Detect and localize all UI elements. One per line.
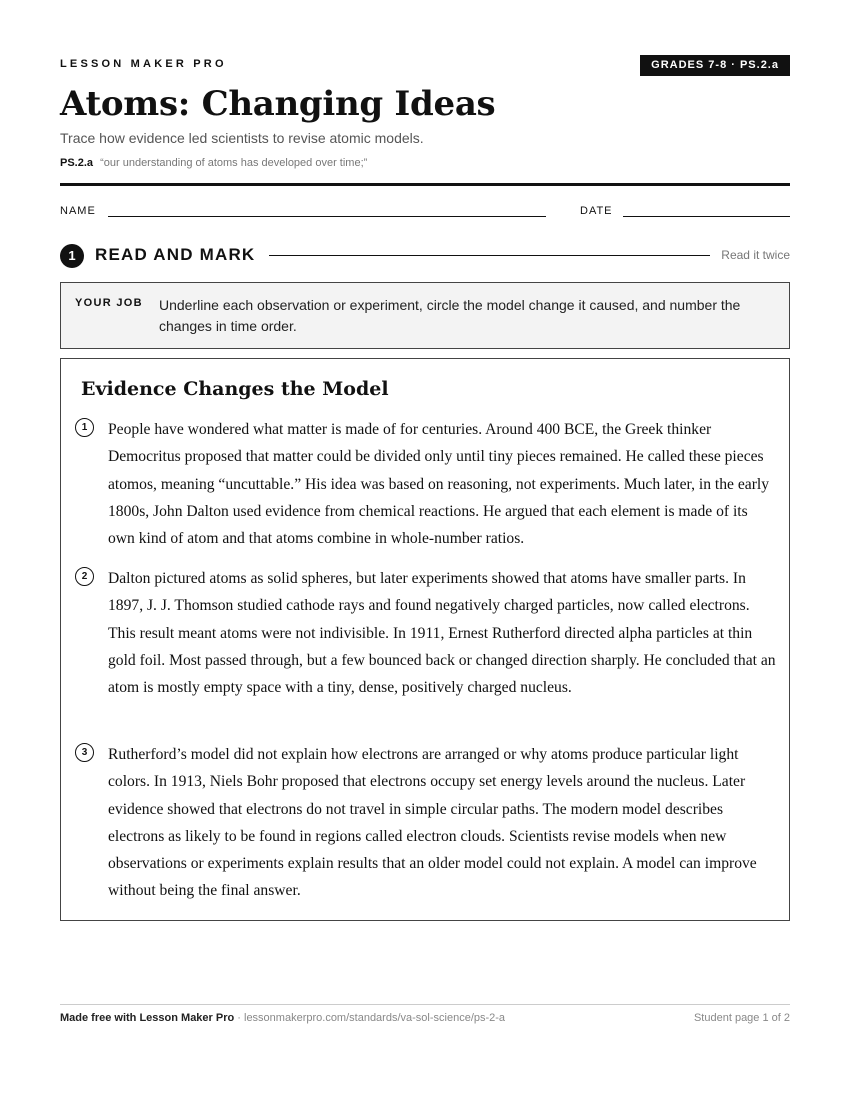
worksheet-page bbox=[60, 0, 790, 1100]
header-divider bbox=[60, 183, 790, 186]
paragraph-text: People have wondered what matter is made of for centuries. Around 400 BCE, the Greek thinker Democritus proposed that matter could be divided only until tiny pieces remained. He called these pieces atomos, meaning “uncuttable.” His idea was based on reasoning, not experiments. Much later, in the early 1800s, John Dalton used evidence from chemical reactions. He argued that each element is made of its own kind of atom and that atoms combine in whole-number ratios. bbox=[108, 421, 770, 548]
section-title: READ AND MARK bbox=[95, 245, 256, 264]
paragraph-text: Rutherford’s model did not explain how electrons are arranged or why atoms produce particular light colors. In 1913, Niels Bohr proposed that electrons occupy set energy levels around the nucleus. Later evidence showed that electrons do not travel in simple circular paths. The modern model describes electrons as likely to be found in regions called electron clouds. Scientists revise models when new observations or experiments explain results that an older model could not explain. A model can improve without being the final answer. bbox=[108, 746, 757, 900]
footer-separator: · bbox=[234, 1012, 244, 1024]
date-label: DATE bbox=[580, 205, 613, 217]
instructions-label: YOUR JOB bbox=[75, 297, 143, 309]
standard-line bbox=[60, 157, 367, 169]
date-field[interactable] bbox=[623, 216, 790, 217]
brand-name: LESSON MAKER PRO bbox=[60, 58, 227, 70]
standard-code: PS.2.a bbox=[60, 157, 94, 169]
section-divider bbox=[269, 255, 710, 256]
section-number-badge: 1 bbox=[60, 244, 84, 268]
passage-title: Evidence Changes the Model bbox=[81, 378, 389, 400]
section-header bbox=[60, 243, 790, 269]
page-subtitle: Trace how evidence led scientists to revise atomic models. bbox=[60, 130, 424, 146]
grade-badge: GRADES 7-8 · PS.2.a bbox=[640, 55, 790, 76]
paragraph-text: Dalton pictured atoms as solid spheres, but later experiments showed that atoms have smaller parts. In 1897, J. J. Thomson studied cathode rays and found negatively charged particles, now called electrons. This result meant atoms were not indivisible. In 1911, Ernest Rutherford directed alpha particles at thin gold foil. Most passed through, but a few bounced back or changed direction sharply. He concluded that an atom is mostly empty space with a tiny, dense, positively charged nucleus. bbox=[108, 570, 776, 697]
paragraph-number: 2 bbox=[75, 567, 94, 586]
name-date-row bbox=[60, 205, 790, 219]
instructions-box bbox=[60, 282, 790, 349]
paragraph-number: 3 bbox=[75, 743, 94, 762]
standard-text: “our understanding of atoms has developed over time;” bbox=[100, 157, 368, 169]
page-title: Atoms: Changing Ideas bbox=[60, 84, 496, 124]
instructions-text: Underline each observation or experiment, circle the model change it caused, and number the changes in time order. bbox=[159, 297, 741, 334]
name-field[interactable] bbox=[108, 216, 546, 217]
paragraph-number: 1 bbox=[75, 418, 94, 437]
footer-credit bbox=[60, 1012, 505, 1024]
name-label: NAME bbox=[60, 205, 96, 217]
footer-made-with: Made free with Lesson Maker Pro bbox=[60, 1012, 235, 1024]
page-indicator: Student page 1 of 2 bbox=[693, 1012, 790, 1024]
section-hint: Read it twice bbox=[721, 248, 790, 262]
footer-url[interactable]: lessonmakerpro.com/standards/va-sol-science/ps-2-a bbox=[244, 1012, 506, 1024]
footer-divider bbox=[60, 1004, 790, 1005]
reading-passage bbox=[60, 358, 790, 921]
